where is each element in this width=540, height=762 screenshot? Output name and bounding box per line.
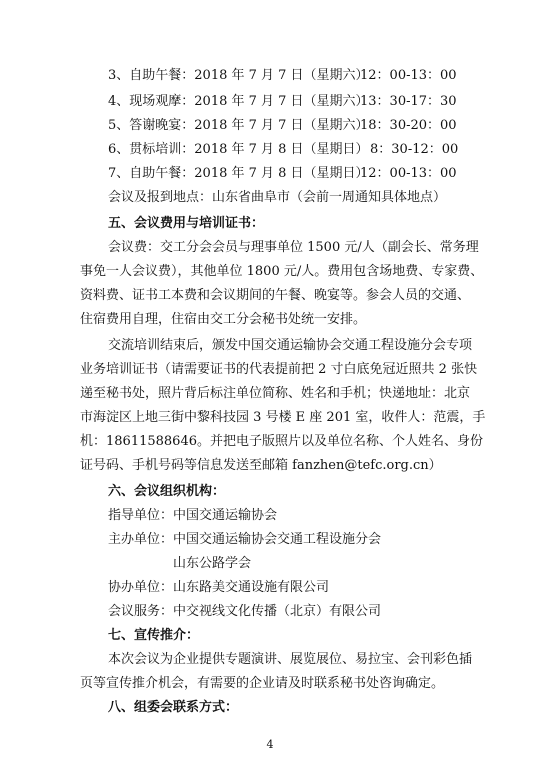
cert-paragraph-line: 市海淀区上地三街中黎科技园 3 号楼 E 座 201 室，收件人：范震，手 [80,410,486,425]
org-co-unit: 协办单位：山东路美交通设施有限公司 [108,580,330,595]
section-heading-fees: 五、会议费用与培训证书： [108,216,265,231]
cert-paragraph-line: 业务培训证书（请需要证书的代表提前把 2 寸白底免冠近照共 2 张快 [80,362,478,377]
org-host-unit: 主办单位：中国交通运输协会交通工程设施分会 [108,532,382,547]
schedule-item-time: 8：30-12：00 [370,142,459,157]
cert-paragraph-line: 机：18611588646。并把电子版照片以及单位名称、个人姓名、身份 [80,434,483,449]
cert-paragraph-line: 递至秘书处，照片背后标注单位简称、姓名和手机；快递地址：北京 [80,386,471,401]
schedule-item-time: 18：30-20：00 [360,118,457,133]
schedule-item-time: 13：30-17：30 [360,94,457,109]
section-heading-organization: 六、会议组织机构： [108,484,226,499]
org-host-unit-2: 山东公路学会 [173,556,252,571]
org-service-unit: 会议服务：中交视线文化传播（北京）有限公司 [108,604,382,619]
fee-paragraph-line: 会议费：交工分会会员与理事单位 1500 元/人（副会长、常务理 [108,240,479,255]
section-heading-promotion: 七、宣传推介： [108,628,200,643]
schedule-item-text: 5、答谢晚宴：2018 年 7 月 7 日（星期六） [108,118,369,133]
cert-paragraph-line: 证号码、手机号码等信息发送至邮箱 fanzhen@tefc.org.cn） [80,458,442,473]
schedule-item-time: 12：00-13：00 [360,68,457,83]
promotion-paragraph-line: 本次会议为企业提供专题演讲、展览展位、易拉宝、会刊彩色插 [108,652,473,667]
fee-paragraph-line: 住宿费用自理，住宿由交工分会秘书处统一安排。 [80,312,367,327]
schedule-item-text: 3、自助午餐：2018 年 7 月 7 日（星期六） [108,68,369,83]
schedule-item-time: 12：00-13：00 [360,166,457,181]
schedule-item-text: 7、自助午餐：2018 年 7 月 8 日（星期日） [108,166,369,181]
fee-paragraph-line: 事免一人会议费），其他单位 1800 元/人。费用包含场地费、专家费、 [80,264,484,279]
org-guide-unit: 指导单位：中国交通运输协会 [108,508,278,523]
venue-line: 会议及报到地点：山东省曲阜市（会前一周通知具体地点） [108,190,447,205]
schedule-item-text: 4、现场观摩：2018 年 7 月 7 日（星期六） [108,94,369,109]
schedule-item-text: 6、贯标培训：2018 年 7 月 8 日（星期日） [108,142,369,157]
fee-paragraph-line: 资料费、证书工本费和会议期间的午餐、晚宴等。参会人员的交通、 [80,288,471,303]
page-number: 4 [266,738,274,751]
cert-paragraph-line: 交流培训结束后，颁发中国交通运输协会交通工程设施分会专项 [108,338,473,353]
section-heading-contact: 八、组委会联系方式： [108,700,239,715]
promotion-paragraph-line: 页等宣传推介机会，有需要的企业请及时联系秘书处咨询确定。 [80,676,445,691]
